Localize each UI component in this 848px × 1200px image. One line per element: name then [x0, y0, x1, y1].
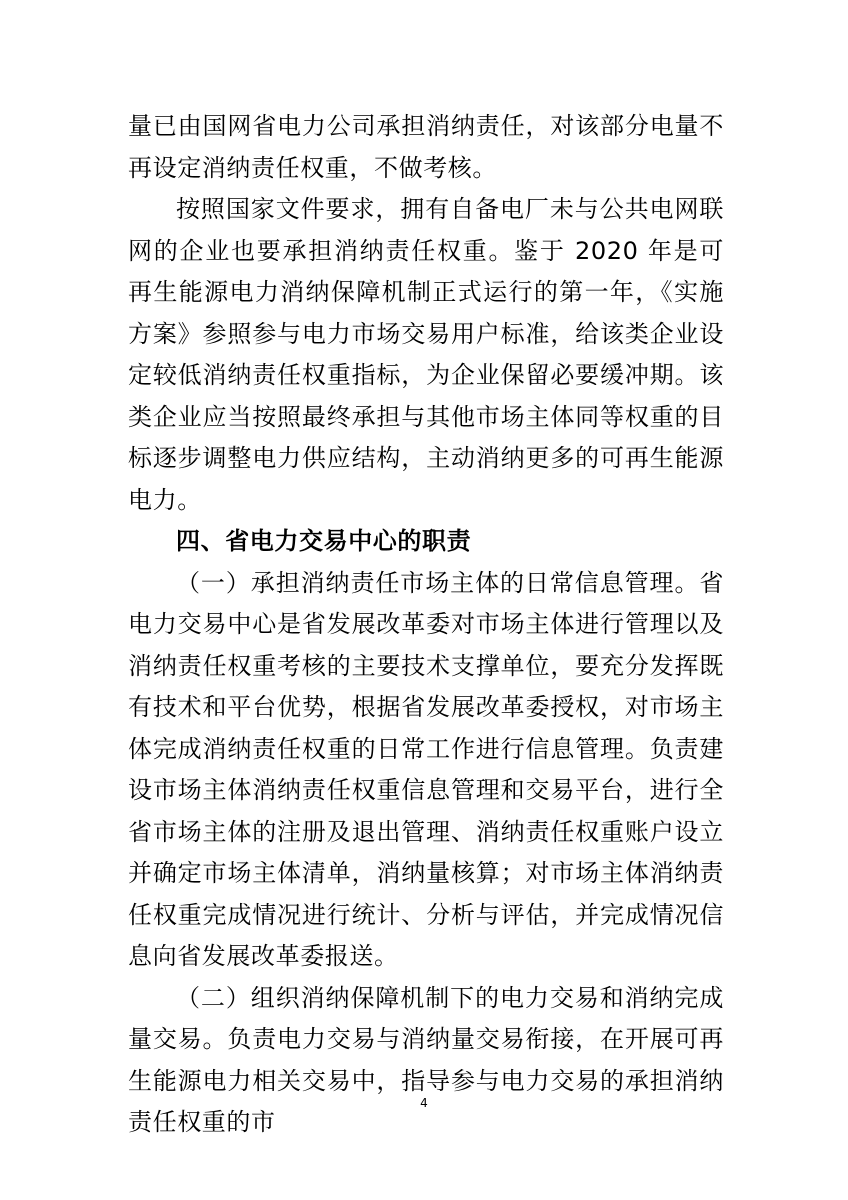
paragraph-duty-two: （二）组织消纳保障机制下的电力交易和消纳完成量交易。负责电力交易与消纳量交易衔接，在开展可再生能源电力相关交易中，指导参与电力交易的承担消纳责任权重的市	[128, 983, 724, 1136]
paragraph-duty-one: （一）承担消纳责任市场主体的日常信息管理。省电力交易中心是省发展改革委对市场主体进行管理以及消纳责任权重考核的主要技术支撑单位，要充分发挥既有技术和平台优势，根据省发展改革委授权，对市场主体完成消纳责任权重的日常工作进行信息管理。负责建设市场主体消纳责任权重信息管理和交易平台，进行全省市场主体的注册及退出管理、消纳责任权重账户设立并确定市场主体清单，消纳量核算；对市场主体消纳责任权重完成情况进行统计、分析与评估，并完成情况信息向省发展改革委报送。	[128, 568, 724, 970]
document-body	[128, 106, 724, 1144]
paragraph-self-owned-plants: 按照国家文件要求，拥有自备电厂未与公共电网联网的企业也要承担消纳责任权重。鉴于 2020 年是可再生能源电力消纳保障机制正式运行的第一年，《实施方案》参照参与电力市场交易用户标准，给该类企业设定较低消纳责任权重指标，为企业保留必要缓冲期。该类企业应当按照最终承担与其他市场主体同等权重的目标逐步调整电力供应结构，主动消纳更多的可再生能源电力。	[128, 195, 724, 514]
page-number: 4	[420, 1096, 428, 1110]
section-heading-four: 四、省电力交易中心的职责	[176, 527, 472, 555]
paragraph-continuation: 量已由国网省电力公司承担消纳责任，对该部分电量不再设定消纳责任权重，不做考核。	[128, 112, 724, 182]
